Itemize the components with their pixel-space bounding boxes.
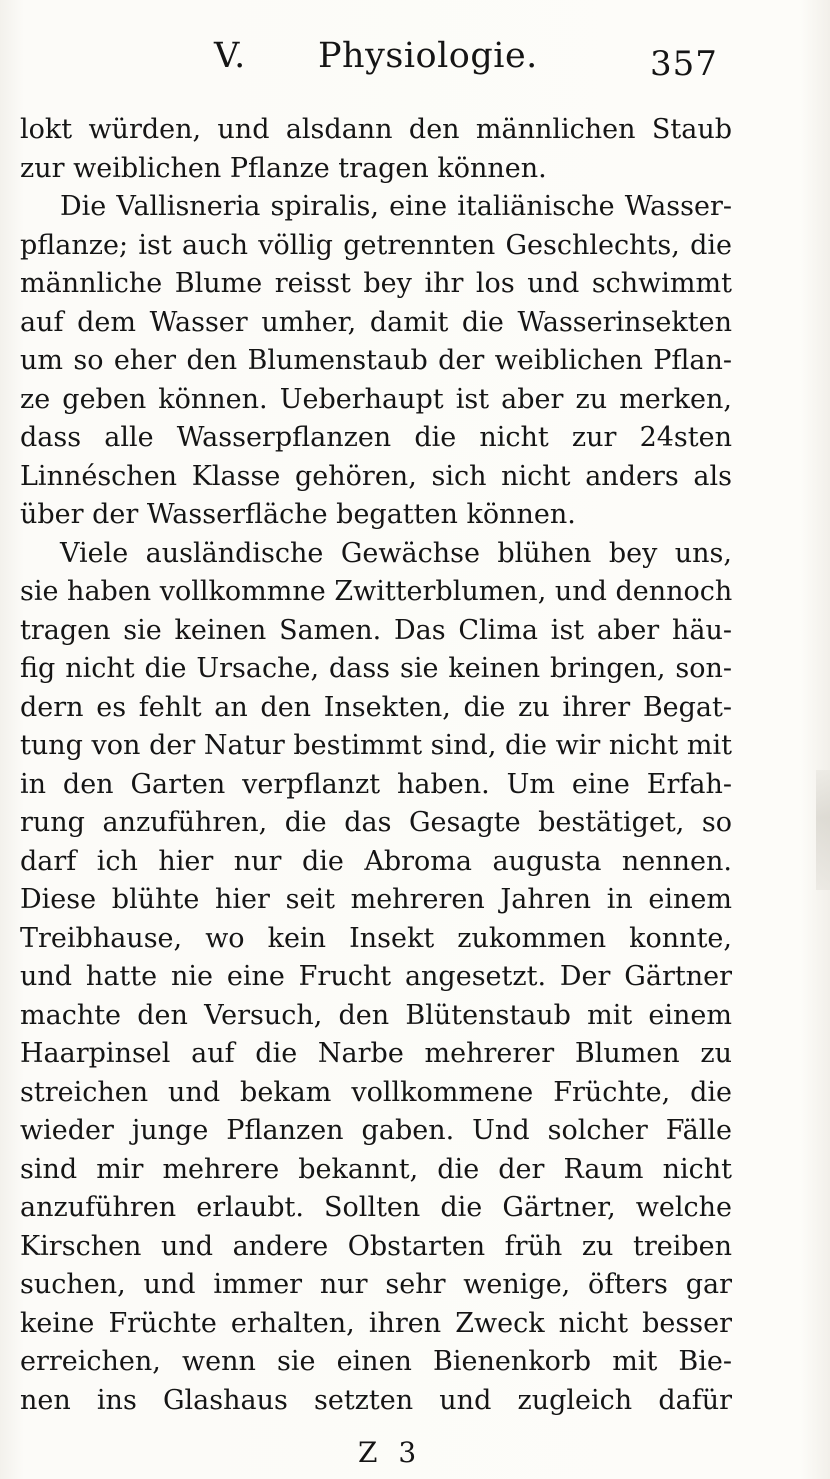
text-line: streichen und bekam vollkommene Früchte, die bbox=[20, 1076, 732, 1108]
text-line: sie haben vollkommne Zwitterblumen, und dennoch bbox=[20, 576, 732, 607]
text-line: Viele ausländische Gewächse blühen bey uns, bbox=[60, 537, 732, 569]
body-text bbox=[20, 111, 732, 1420]
text-line: in den Garten verpflanzt haben. Um eine Erfah- bbox=[20, 768, 732, 800]
text-line: ze geben können. Ueberhaupt ist aber zu merken, bbox=[20, 383, 732, 415]
text-line: anzuführen erlaubt. Sollten die Gärtner, welche bbox=[20, 1192, 732, 1223]
text-line: Haarpinsel auf die Narbe mehrerer Blumen zu bbox=[20, 1038, 732, 1069]
running-head bbox=[0, 30, 830, 90]
text-line: Linnéschen Klasse gehören, sich nicht anders als bbox=[20, 460, 732, 492]
text-line: Die Vallisneria spiralis, eine italiänische Wasser- bbox=[60, 191, 732, 222]
text-line: nen ins Glashaus setzten und zugleich dafür bbox=[20, 1384, 732, 1416]
text-line: sind mir mehrere bekannt, die der Raum nicht bbox=[20, 1153, 732, 1185]
text-line: tragen sie keinen Samen. Das Clima ist aber häu- bbox=[20, 614, 732, 646]
text-line: wieder junge Pflanzen gaben. Und solcher Fälle bbox=[20, 1115, 732, 1146]
text-line: fig nicht die Ursache, dass sie keinen bringen, son- bbox=[20, 653, 732, 684]
text-line: machte den Versuch, den Blütenstaub mit einem bbox=[20, 999, 732, 1031]
text-line: über der Wasserfläche begatten können. bbox=[20, 499, 576, 530]
text-line: dern es fehlt an den Insekten, die zu ihrer Begat- bbox=[20, 691, 732, 723]
text-line: erreichen, wenn sie einen Bienenkorb mit Bie- bbox=[20, 1346, 732, 1377]
text-line: darf ich hier nur die Abroma augusta nennen. bbox=[20, 845, 732, 877]
text-line: Treibhause, wo kein Insekt zukommen konnte, bbox=[20, 922, 732, 954]
signature-mark: Z 3 bbox=[358, 1436, 423, 1469]
text-line: um so eher den Blumenstaub der weiblichen Pflan- bbox=[20, 345, 732, 376]
text-line: Kirschen und andere Obstarten früh zu treiben bbox=[20, 1230, 732, 1262]
text-line: rung anzuführen, die das Gesagte bestätiget, so bbox=[20, 807, 732, 838]
text-line: lokt würden, und alsdann den männlichen Staub bbox=[20, 114, 732, 145]
text-line: suchen, und immer nur sehr wenige, öfters gar bbox=[20, 1269, 732, 1300]
page-edge-shadow bbox=[816, 770, 830, 890]
text-line: auf dem Wasser umher, damit die Wasserinsekten bbox=[20, 306, 732, 338]
section-number: V. bbox=[214, 36, 247, 76]
text-line: Diese blühte hier seit mehreren Jahren in einem bbox=[20, 884, 732, 915]
page-title: Physiologie. bbox=[318, 36, 538, 76]
text-line: tung von der Natur bestimmt sind, die wir nicht mit bbox=[20, 730, 732, 761]
text-line: dass alle Wasserpflanzen die nicht zur 24sten bbox=[20, 422, 732, 453]
text-line: und hatte nie eine Frucht angesetzt. Der Gärtner bbox=[20, 961, 732, 992]
text-line: keine Früchte erhalten, ihren Zweck nicht besser bbox=[20, 1307, 732, 1339]
text-line: pflanze; ist auch völlig getrennten Geschlechts, die bbox=[20, 229, 732, 261]
text-line: zur weiblichen Pflanze tragen können. bbox=[20, 152, 547, 184]
text-line: männliche Blume reisst bey ihr los und schwimmt bbox=[20, 268, 732, 299]
page-number: 357 bbox=[650, 44, 718, 84]
